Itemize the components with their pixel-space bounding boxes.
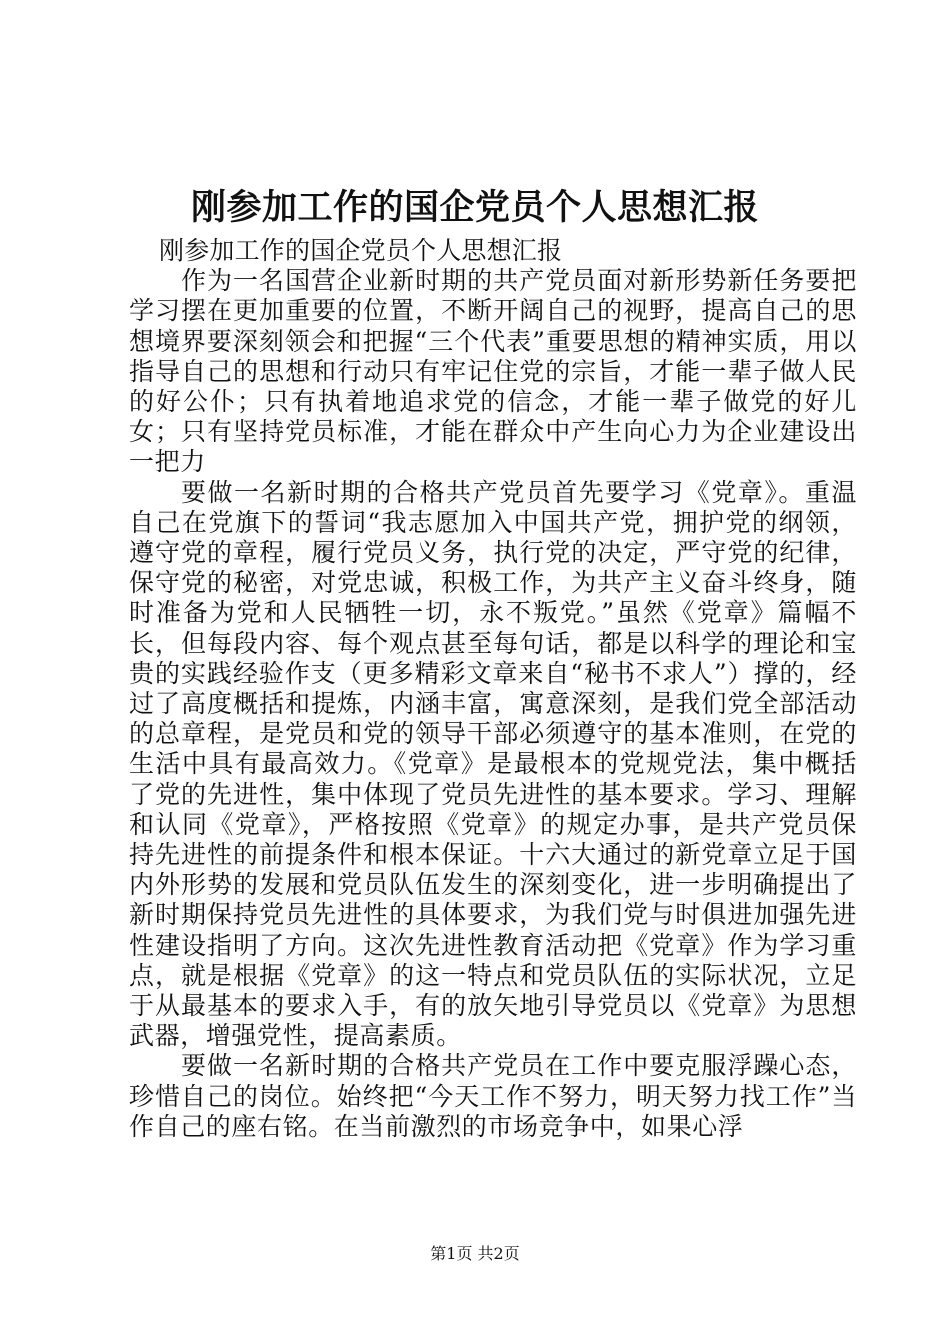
document-body	[129, 236, 857, 1142]
page-footer: 第1页 共2页	[430, 1244, 520, 1263]
body-paragraph-1: 作为一名国营企业新时期的共产党员面对新形势新任务要把学习摆在更加重要的位置，不断开阔自己的视野，提高自己的思想境界要深刻领会和把握“三个代表”重要思想的精神实质，用以指导自己的思想和行动只有牢记住党的宗旨，才能一辈子做人民的好公仆；只有执着地追求党的信念，才能一辈子做党的好儿女；只有坚持党员标准，才能在群众中产生向心力为企业建设出一把力	[129, 266, 857, 477]
body-paragraph-2: 要做一名新时期的合格共产党员首先要学习《党章》。重温自己在党旗下的誓词“我志愿加入中国共产党，拥护党的纲领，遵守党的章程，履行党员义务，执行党的决定，严守党的纪律，保守党的秘密，对党忠诚，积极工作，为共产主义奋斗终身，随时准备为党和人民牺牲一切，永不叛党。”虽然《党章》篇幅不长，但每段内容、每个观点甚至每句话，都是以科学的理论和宝贵的实践经验作支（更多精彩文章来自“秘书不求人”）撑的，经过了高度概括和提炼，内涵丰富，寓意深刻，是我们党全部活动的总章程，是党员和党的领导干部必须遵守的基本准则，在党的生活中具有最高效力。《党章》是最根本的党规党法，集中概括了党的先进性，集中体现了党员先进性的基本要求。学习、理解和认同《党章》，严格按照《党章》的规定办事，是共产党员保持先进性的前提条件和根本保证。十六大通过的新党章立足于国内外形势的发展和党员队伍发生的深刻变化，进一步明确提出了新时期保持党员先进性的具体要求，为我们党与时俱进加强先进性建设指明了方向。这次先进性教育活动把《党章》作为学习重点，就是根据《党章》的这一特点和党员队伍的实际状况，立足于从最基本的要求入手，有的放矢地引导党员以《党章》为思想武器，增强党性，提高素质。	[129, 477, 857, 1051]
subtitle-paragraph: 刚参加工作的国企党员个人思想汇报	[159, 236, 563, 265]
body-paragraph-3: 要做一名新时期的合格共产党员在工作中要克服浮躁心态，珍惜自己的岗位。始终把“今天工作不努力，明天努力找工作”当作自己的座右铭。在当前激烈的市场竞争中，如果心浮	[129, 1051, 857, 1141]
document-title: 刚参加工作的国企党员个人思想汇报	[190, 187, 759, 228]
